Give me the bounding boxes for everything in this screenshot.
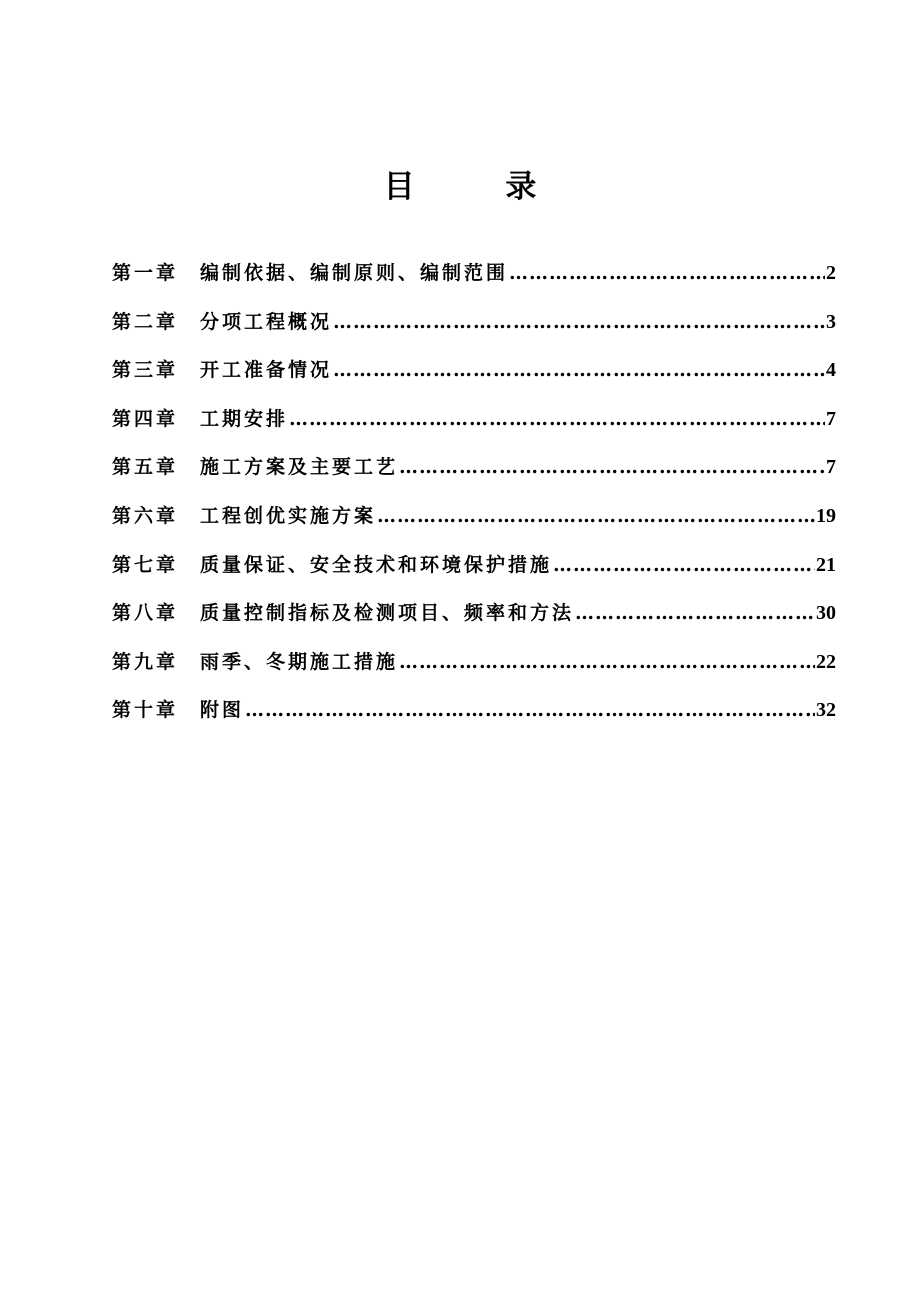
toc-entry[interactable] <box>112 647 836 696</box>
toc-chapter-heading: 工期安排 <box>200 407 289 430</box>
toc-dot-leader <box>509 262 825 284</box>
toc-chapter-heading: 分项工程概况 <box>200 310 333 333</box>
toc-chapter-number: 第七章 <box>112 553 179 576</box>
toc-page-number: 2 <box>826 262 836 284</box>
table-of-contents <box>112 258 836 744</box>
toc-chapter-number: 第三章 <box>112 359 179 382</box>
toc-dot-leader <box>575 602 815 624</box>
toc-page-number: 7 <box>826 456 836 479</box>
toc-chapter-number: 第十章 <box>112 699 179 722</box>
toc-chapter-heading: 质量保证、安全技术和环境保护措施 <box>200 553 553 576</box>
toc-chapter-heading: 工程创优实施方案 <box>200 504 377 527</box>
toc-chapter-heading: 质量控制指标及检测项目、频率和方法 <box>200 602 575 625</box>
toc-entry[interactable] <box>112 452 836 501</box>
toc-entry[interactable] <box>112 598 836 647</box>
toc-chapter-heading: 施工方案及主要工艺 <box>200 456 399 479</box>
toc-chapter-heading: 附图 <box>200 699 245 722</box>
toc-dot-leader <box>333 311 825 333</box>
toc-entry[interactable] <box>112 501 836 550</box>
page-title: 目 录 <box>383 169 577 205</box>
toc-entry[interactable] <box>112 355 836 404</box>
toc-dot-leader <box>289 408 825 430</box>
toc-chapter-number: 第六章 <box>112 504 179 527</box>
toc-dot-leader <box>399 456 825 478</box>
toc-page-number: 4 <box>826 359 836 382</box>
toc-entry[interactable] <box>112 404 836 453</box>
toc-chapter-number: 第五章 <box>112 456 179 479</box>
toc-page-number: 19 <box>816 504 836 527</box>
toc-chapter-number: 第九章 <box>112 650 179 673</box>
toc-entry[interactable] <box>112 307 836 356</box>
toc-entry[interactable] <box>112 258 836 307</box>
toc-chapter-number: 第四章 <box>112 407 179 430</box>
toc-dot-leader <box>377 505 815 527</box>
toc-chapter-number: 第一章 <box>112 262 179 284</box>
toc-page-number: 30 <box>816 602 836 625</box>
toc-dot-leader <box>399 651 815 673</box>
toc-chapter-number: 第八章 <box>112 602 179 625</box>
toc-chapter-heading: 编制依据、编制原则、编制范围 <box>200 262 509 284</box>
toc-chapter-heading: 雨季、冬期施工措施 <box>200 650 399 673</box>
toc-dot-leader <box>245 699 815 721</box>
toc-dot-leader <box>333 359 825 381</box>
toc-chapter-heading: 开工准备情况 <box>200 359 333 382</box>
toc-chapter-number: 第二章 <box>112 310 179 333</box>
toc-dot-leader <box>553 554 815 576</box>
toc-page-number: 21 <box>816 553 836 576</box>
toc-page-number: 3 <box>826 310 836 333</box>
toc-entry[interactable] <box>112 695 836 744</box>
toc-page-number: 22 <box>816 650 836 673</box>
toc-page-number: 32 <box>816 699 836 722</box>
toc-page-number: 7 <box>826 407 836 430</box>
toc-entry[interactable] <box>112 550 836 599</box>
